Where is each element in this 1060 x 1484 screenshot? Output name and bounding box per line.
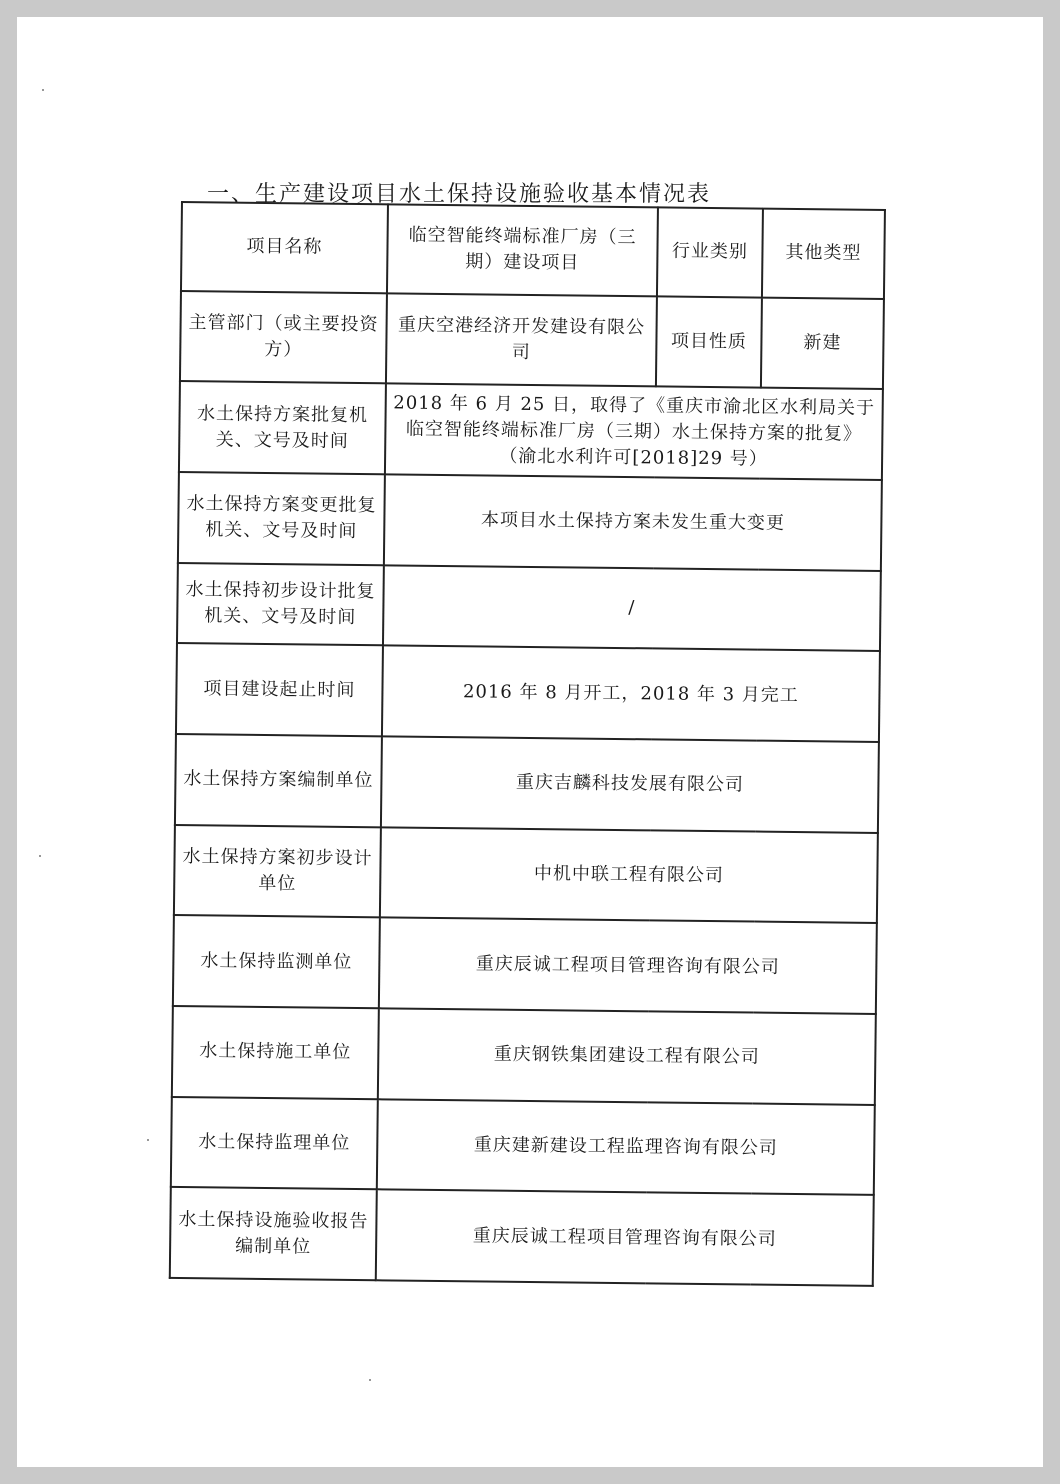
industry-category-value: 其他类型 bbox=[762, 209, 885, 299]
project-name-label: 项目名称 bbox=[181, 202, 388, 293]
scan-speck bbox=[147, 1139, 149, 1141]
industry-category-label: 行业类别 bbox=[657, 207, 763, 297]
table-title: 一、生产建设项目水土保持设施验收基本情况表 bbox=[207, 182, 712, 207]
project-nature-value: 新建 bbox=[761, 297, 884, 389]
competent-department-value: 重庆空港经济开发建设有限公司 bbox=[386, 293, 657, 387]
plan-designer-value: 中机中联工程有限公司 bbox=[380, 827, 878, 923]
plan-change-label: 水土保持方案变更批复机关、文号及时间 bbox=[178, 472, 385, 565]
monitoring-unit-label: 水土保持监测单位 bbox=[173, 915, 380, 1008]
table-row bbox=[173, 915, 877, 1014]
project-info-table bbox=[169, 201, 886, 1287]
plan-designer-label: 水土保持方案初步设计单位 bbox=[174, 825, 381, 918]
table-row bbox=[181, 202, 885, 299]
construction-unit-label: 水土保持施工单位 bbox=[172, 1006, 379, 1099]
project-nature-label: 项目性质 bbox=[656, 296, 762, 388]
plan-compiler-label: 水土保持方案编制单位 bbox=[175, 734, 382, 827]
monitoring-unit-value: 重庆辰诚工程项目管理咨询有限公司 bbox=[379, 918, 877, 1014]
document-page bbox=[17, 17, 1043, 1467]
acceptance-report-compiler-value: 重庆辰诚工程项目管理咨询有限公司 bbox=[376, 1190, 874, 1286]
construction-unit-value: 重庆钢铁集团建设工程有限公司 bbox=[378, 1008, 876, 1104]
supervision-unit-value: 重庆建新建设工程监理咨询有限公司 bbox=[377, 1099, 875, 1195]
table-row bbox=[174, 825, 878, 924]
preliminary-design-approval-label: 水土保持初步设计批复机关、文号及时间 bbox=[177, 563, 384, 646]
table-row bbox=[180, 291, 884, 390]
scan-speck bbox=[369, 1379, 371, 1381]
plan-change-value: 本项目水土保持方案未发生重大变更 bbox=[384, 474, 882, 570]
table-row bbox=[170, 1187, 874, 1286]
construction-period-label: 项目建设起止时间 bbox=[176, 643, 383, 736]
table-row bbox=[172, 1006, 876, 1105]
preliminary-design-approval-value: / bbox=[383, 565, 881, 651]
table-row bbox=[178, 472, 882, 571]
acceptance-report-compiler-label: 水土保持设施验收报告编制单位 bbox=[170, 1187, 377, 1280]
supervision-unit-label: 水土保持监理单位 bbox=[171, 1097, 378, 1190]
plan-approval-label: 水土保持方案批复机关、文号及时间 bbox=[179, 381, 386, 474]
construction-period-value: 2016 年 8 月开工，2018 年 3 月完工 bbox=[382, 646, 880, 742]
project-name-value: 临空智能终端标准厂房（三期）建设项目 bbox=[387, 204, 658, 296]
scan-speck bbox=[39, 855, 41, 857]
competent-department-label: 主管部门（或主要投资方） bbox=[180, 291, 387, 384]
table-row bbox=[171, 1097, 875, 1196]
scan-speck bbox=[42, 89, 44, 91]
plan-compiler-value: 重庆吉麟科技发展有限公司 bbox=[381, 736, 879, 832]
table-row bbox=[177, 563, 881, 652]
table-row bbox=[176, 643, 880, 742]
plan-approval-value: 2018 年 6 月 25 日，取得了《重庆市渝北区水利局关于临空智能终端标准厂房（三期）水土保持方案的批复》（渝北水利许可[2018]29 号） bbox=[385, 384, 883, 480]
table-row bbox=[175, 734, 879, 833]
table-row bbox=[179, 381, 883, 480]
